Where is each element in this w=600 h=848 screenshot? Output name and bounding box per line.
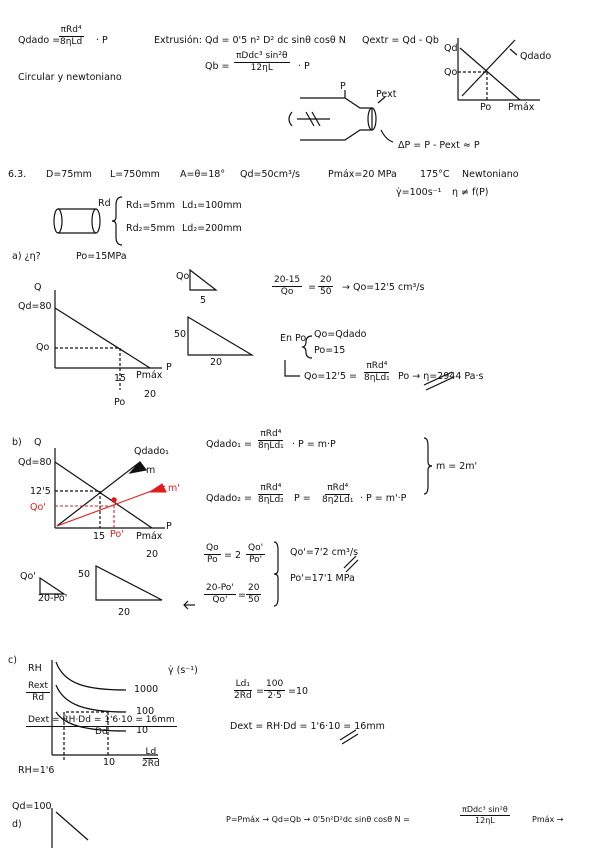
- b-ratio-rhs-den: Po': [248, 555, 263, 566]
- c-ratio-eq: =: [256, 686, 264, 697]
- a-graph-qd80: Qd=80: [18, 301, 52, 312]
- circular-note: Circular y newtoniano: [18, 72, 122, 83]
- a-ratio-num2: 20: [318, 276, 333, 287]
- problem-qd: Qd=50cm³/s: [240, 169, 300, 180]
- top-graph-po: Po: [480, 102, 492, 113]
- a-graph-line: [55, 308, 150, 368]
- a-calc-den: 8ηLd₁: [364, 373, 390, 384]
- a-po: Po=15MPa: [76, 251, 127, 262]
- a-ratio-den: Qo: [280, 287, 294, 298]
- b-eq1-fraction: [256, 430, 286, 452]
- qdado-num: πRd⁴: [59, 26, 84, 37]
- qdado-fraction: [58, 26, 84, 48]
- b-eq2-fraction: [256, 484, 286, 506]
- b-eq1-den: 8ηLd₁: [258, 441, 284, 452]
- c-curve-1000: [56, 662, 126, 690]
- b-m-relation: m = 2m': [436, 461, 478, 472]
- b-r2-frac1: [204, 584, 236, 606]
- extruder-screw-a: [289, 112, 292, 126]
- extruder-pext-label: Pext: [376, 89, 397, 100]
- qdado-tail: · P: [96, 35, 108, 46]
- qextr-formula: Qextr = Qd - Qb: [362, 35, 439, 46]
- die-right: [92, 209, 100, 233]
- c-ratio-1: [232, 680, 254, 702]
- c-dext-dd: [26, 716, 177, 738]
- c-xlabel: [140, 748, 162, 770]
- a-graph-qo: Qo: [36, 342, 50, 353]
- a-graph-15: 15: [114, 373, 127, 384]
- b-graph-red-hatch: [150, 484, 166, 492]
- c-dext-result: Dext = RH·Dd = 1'6·10 = 16mm: [230, 721, 385, 732]
- b-eq1-lhs: Qdado₁ =: [206, 439, 252, 450]
- top-graph-qdado: Qdado: [520, 51, 552, 62]
- qb-den: 12ηL: [250, 63, 273, 74]
- d-eq-den: 12ηL: [475, 816, 495, 826]
- b-ratio-lhs: [204, 544, 221, 566]
- die-left: [54, 209, 62, 233]
- b-graph-p: P: [166, 521, 172, 532]
- b-graph-15: 15: [93, 531, 106, 542]
- top-graph-qd: Qd: [444, 43, 458, 54]
- b-graph-125: 12'5: [30, 486, 51, 497]
- b-graph-mprime: m': [168, 483, 180, 494]
- b-ratio-lhs-den: Po: [206, 555, 218, 566]
- b-r2-frac2: [246, 584, 261, 606]
- b-eq1-tail: · P = m·P: [292, 439, 336, 450]
- a-calc-result: Po → η=2944 Pa·s: [398, 371, 484, 382]
- top-graph-arrow: [510, 49, 517, 55]
- a-ratio-num: 20-15: [272, 276, 302, 287]
- a-ratio-2: [318, 276, 333, 298]
- b-r2-num: 20-Po': [204, 584, 236, 595]
- die-brace: [112, 197, 122, 245]
- b-tri-50: 50: [78, 569, 91, 580]
- a-cond2: Po=15: [314, 345, 346, 356]
- b-result-qo: Qo'=7'2 cm³/s: [290, 547, 359, 558]
- b-tri-base: 20-Po': [38, 593, 68, 604]
- problem-eta: η ≠ f(P): [452, 187, 489, 198]
- b-eq2-tail: · P = m'·P: [360, 493, 407, 504]
- b-brace-mid: [274, 542, 278, 606]
- b-eq2-lhs: Qdado₂ =: [206, 493, 252, 504]
- c-curve-100: [56, 685, 126, 712]
- c-tick-10: 10: [103, 757, 116, 768]
- a-graph-p: P: [166, 362, 172, 373]
- problem-number: 6.3.: [8, 169, 27, 180]
- die-ld2: Ld₂=200mm: [182, 223, 242, 234]
- a-calc-num: πRd⁴: [364, 362, 389, 373]
- problem-newtoniano: Newtoniano: [462, 169, 519, 180]
- qb-lhs: Qb =: [205, 61, 230, 72]
- a-tri2-50: 50: [174, 329, 187, 340]
- extrusion-label: Extrusión:: [154, 35, 202, 46]
- c-rext: Rext: [26, 682, 50, 693]
- a-en-po: En Po: [280, 333, 307, 344]
- problem-gamma: γ̇=100s⁻¹: [396, 187, 442, 198]
- b-underline-2: [346, 560, 358, 572]
- a-calc-fraction: [362, 362, 392, 384]
- b-ratio-rhs: [246, 544, 265, 566]
- b-big-triangle: [96, 566, 162, 600]
- b-graph-q: Q: [34, 437, 42, 448]
- b-ratio-rhs-num: Qo': [246, 544, 265, 555]
- c-rh: RH: [28, 663, 42, 674]
- a-small-triangle: [190, 270, 216, 290]
- b-ratio-lhs-num: Qo: [204, 544, 221, 555]
- qb-tail: · P: [298, 61, 310, 72]
- d-qd100: Qd=100: [12, 801, 52, 812]
- extruder-p-label: P: [340, 81, 346, 92]
- c-ratio-den: 2Rd: [234, 691, 252, 702]
- c-ratio-result: =10: [288, 686, 309, 697]
- b-eq2-fraction2: [320, 484, 356, 506]
- b-eq2-den: 8ηLd₂: [258, 495, 284, 506]
- d-label: d): [12, 819, 22, 830]
- a-graph-po: Po: [114, 397, 126, 408]
- b-brace-right: [424, 438, 432, 494]
- b-eq2-num: πRd⁴: [258, 484, 283, 495]
- a-ratio-result: → Qo=12'5 cm³/s: [342, 282, 425, 293]
- b-r2-den: Qo': [212, 595, 228, 606]
- die-rd1: Rd₁=5mm: [126, 200, 175, 211]
- a-cond1: Qo=Qdado: [314, 329, 367, 340]
- b-graph-20: 20: [146, 549, 159, 560]
- die-rd2: Rd₂=5mm: [126, 223, 175, 234]
- b-result-po: Po'=17'1 MPa: [290, 573, 355, 584]
- extruder-deltap-arrow: [381, 130, 393, 142]
- b-graph-m: m: [146, 465, 156, 476]
- b-r2-num2: 20: [246, 584, 261, 595]
- b-eq2-den2: 8η2Ld₁: [322, 495, 354, 506]
- d-eq-num: πDdc³ sin²θ: [460, 806, 510, 816]
- problem-pmax: Pmáx=20 MPa: [328, 169, 397, 180]
- b-graph-intersection: [112, 498, 116, 502]
- c-ratio-den2: 2·5: [267, 691, 282, 702]
- c-ratio-num2: 100: [264, 680, 285, 691]
- b-eq2-mid: P =: [294, 493, 311, 504]
- top-graph-pmax: Pmáx: [508, 102, 535, 113]
- top-graph-qextr-line: [460, 48, 520, 100]
- a-tri1-qo: Qo: [176, 271, 190, 282]
- top-graph-qo: Qo: [444, 67, 458, 78]
- a-calc-lhs: Qo=12'5 =: [304, 371, 357, 382]
- c-xlabel-den: 2Rd: [142, 759, 160, 770]
- qd-formula: Qd = 0'5 n² D² dc sinθ cosθ N: [205, 35, 346, 46]
- c-ratio-num: Ld₁: [234, 680, 252, 691]
- c-curve-label-1000: 1000: [134, 684, 159, 695]
- c-curve-label-100: 100: [136, 706, 155, 717]
- c-xlabel-num: Ld: [143, 748, 158, 759]
- b-small-triangle: [40, 578, 64, 594]
- c-rh-value: RH=1'6: [18, 765, 55, 776]
- a-tri1-5: 5: [200, 295, 207, 306]
- problem-temp: 175°C: [420, 169, 450, 180]
- b-r2-eq: =: [238, 590, 246, 601]
- b-eq2-num2: πRd⁴: [325, 484, 350, 495]
- a-label: a) ¿η?: [12, 251, 41, 262]
- b-ratio-eq: = 2: [224, 550, 242, 561]
- b-graph-qo-prime: Qo': [30, 502, 46, 513]
- a-hook: [285, 360, 300, 376]
- c-ratio-2: [264, 680, 285, 702]
- c-rd: Rd: [32, 693, 45, 704]
- b-eq1-num: πRd⁴: [258, 430, 283, 441]
- b-label: b): [12, 437, 22, 448]
- a-ratio-1: [272, 276, 302, 298]
- a-ratio-eq: =: [308, 282, 316, 293]
- b-r2-den2: 50: [248, 595, 260, 606]
- die-lines: [58, 209, 96, 233]
- c-gamma-unit: γ̇ (s⁻¹): [168, 665, 198, 676]
- a-graph-q: Q: [34, 282, 42, 293]
- b-tri-20: 20: [118, 607, 131, 618]
- c-dext-label: Dext = RH·Dd = 1'6·10 = 16mm: [26, 716, 177, 727]
- qdado-den: 8ηLd: [60, 37, 83, 48]
- die-ld1: Ld₁=100mm: [182, 200, 242, 211]
- b-graph-pmax: Pmáx: [136, 531, 163, 542]
- a-graph-pmax: Pmáx: [136, 370, 163, 381]
- b-graph-qdado1: Qdado₁: [134, 446, 169, 457]
- a-ratio-den2: 50: [320, 287, 332, 298]
- die-rd: Rd: [98, 198, 111, 209]
- c-rext-rd: [26, 682, 50, 704]
- d-eq-tail: Pmáx →: [532, 815, 564, 824]
- top-graph-qdado-line: [462, 40, 515, 96]
- deltap-formula: ΔP = P - Pext ≈ P: [398, 140, 480, 151]
- c-label: c): [8, 655, 17, 666]
- a-graph-20: 20: [144, 389, 157, 400]
- b-graph-qd80: Qd=80: [18, 457, 52, 468]
- d-eq-fraction: [460, 806, 510, 826]
- qdado-lhs: Qdado =: [18, 35, 61, 46]
- c-underline-2: [342, 734, 358, 744]
- c-dd: Dd: [95, 727, 108, 738]
- a-tri2-20: 20: [210, 357, 223, 368]
- b-tri-qo: Qo': [20, 571, 36, 582]
- problem-d: D=75mm: [46, 169, 92, 180]
- b-graph-po-prime: Po': [110, 529, 124, 540]
- qb-fraction: [234, 52, 290, 74]
- qb-num: πDdc³ sin²θ: [234, 52, 290, 63]
- d-eq-lhs: P=Pmáx → Qd=Qb → 0'5n²D²dc sinθ cosθ N =: [226, 815, 410, 824]
- a-big-triangle: [188, 317, 252, 355]
- d-graph-line: [56, 812, 88, 840]
- c-curve-label-10: 10: [136, 725, 149, 736]
- problem-l: L=750mm: [110, 169, 160, 180]
- problem-angle: A=θ=18°: [180, 169, 226, 180]
